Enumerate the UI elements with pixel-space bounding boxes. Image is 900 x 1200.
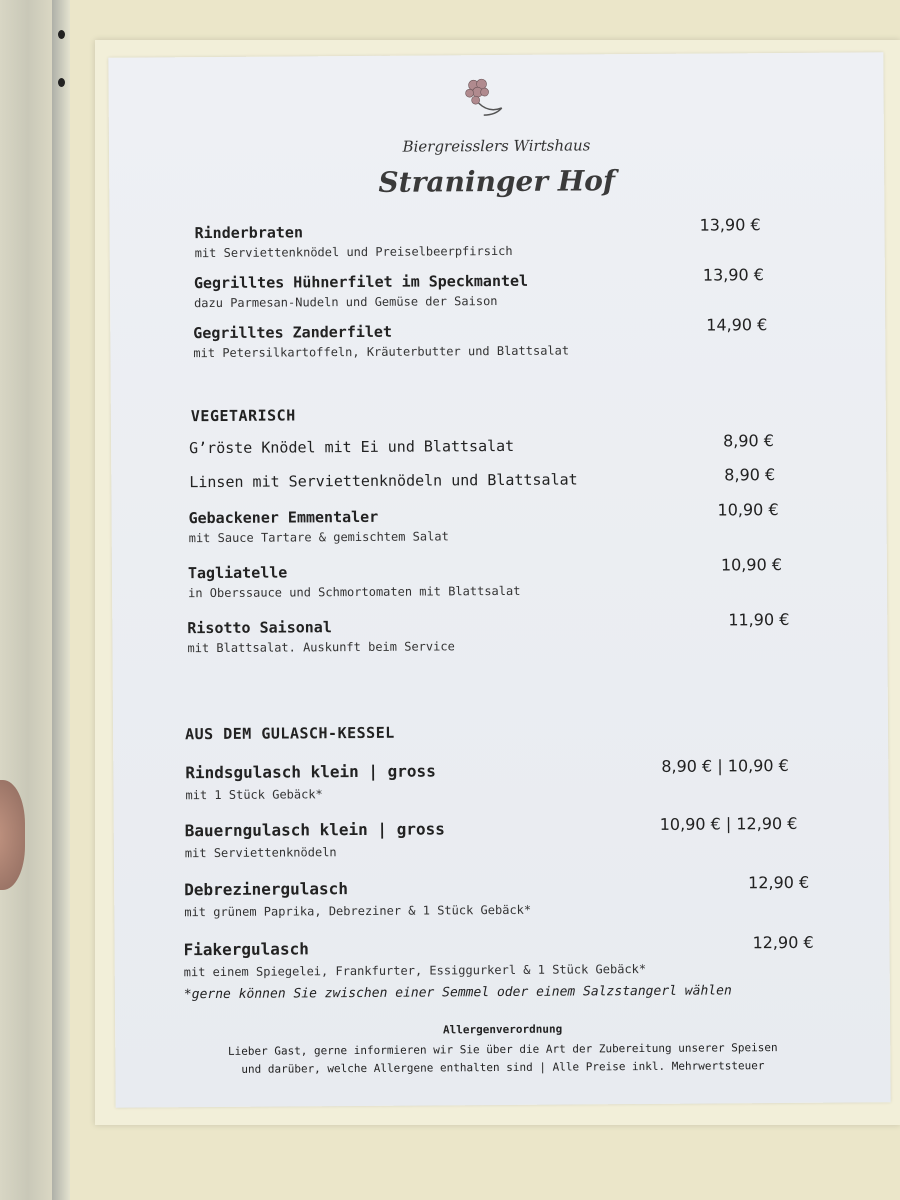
allergen-line-2: und darüber, welche Allergene enthalten sind | Alle Preise inkl. Mehrwertsteuer: [241, 1059, 765, 1076]
menu-item-desc: dazu Parmesan-Nudeln und Gemüse der Saison: [194, 294, 498, 311]
menu-item-name: G’röste Knödel mit Ei und Blattsalat: [189, 436, 515, 458]
binder-hole: [58, 78, 65, 87]
menu-item-desc: mit Serviettenknödel und Preiselbeerpfirsich: [194, 243, 513, 261]
menu-item-price: 10,90 € | 12,90 €: [659, 813, 798, 834]
grapes-logo-icon: [453, 75, 508, 120]
menu-item-price: 10,90 €: [717, 500, 779, 520]
menu-item-name: Risotto Saisonal: [187, 618, 332, 638]
menu-item-desc: in Oberssauce und Schmortomaten mit Blattsalat: [188, 583, 521, 601]
menu-item-price: 8,90 €: [722, 431, 774, 451]
menu-card: [108, 52, 890, 1107]
menu-item-price: 11,90 €: [728, 609, 790, 630]
menu-item-name: Debrezinergulasch: [184, 879, 348, 900]
menu-item-name: Bauerngulasch klein | gross: [184, 819, 445, 841]
binder-hole: [58, 30, 65, 39]
menu-item-desc: mit Sauce Tartare & gemischtem Salat: [188, 529, 449, 546]
menu-item-name: Gebackener Emmentaler: [188, 507, 379, 528]
menu-item-desc: mit 1 Stück Gebäck*: [185, 787, 323, 803]
menu-item-price: 13,90 €: [702, 265, 765, 285]
menu-item-name: Gegrilltes Hühnerfilet im Speckmantel: [193, 271, 529, 293]
menu-item-price: 13,90 €: [699, 215, 761, 235]
menu-item-price: 8,90 €: [724, 465, 776, 485]
menu-item-desc: mit einem Spiegelei, Frankfurter, Essiggurkerl & 1 Stück Gebäck*: [183, 961, 647, 980]
menu-item-name: Tagliatelle: [187, 563, 288, 583]
menu-item-price: 10,90 €: [720, 555, 783, 575]
menu-item-price: 12,90 €: [748, 872, 810, 893]
menu-item-name: Gegrilltes Zanderfilet: [193, 322, 393, 343]
section-title-gulasch: AUS DEM GULASCH-KESSEL: [185, 723, 395, 744]
menu-item-desc: mit Petersilkartoffeln, Kräuterbutter und Blattsalat: [193, 343, 570, 361]
bread-note: *gerne können Sie zwischen einer Semmel oder einem Salzstangerl wählen: [183, 983, 732, 1003]
menu-item-price: 8,90 € | 10,90 €: [661, 755, 789, 776]
menu-item-price: 14,90 €: [706, 315, 768, 335]
menu-item-name: Rindsgulasch klein | gross: [185, 761, 436, 783]
binder-spine: [52, 0, 70, 1200]
menu-item-price: 12,90 €: [752, 932, 814, 953]
menu-item-name: Linsen mit Serviettenknödeln und Blattsalat: [189, 470, 578, 492]
brand-small: Biergreisslers Wirtshaus: [402, 136, 591, 156]
menu-item-desc: mit Serviettenknödeln: [184, 845, 337, 861]
menu-item-desc: mit grünem Paprika, Debreziner & 1 Stück Gebäck*: [184, 902, 532, 920]
menu-item-name: Fiakergulasch: [183, 939, 309, 960]
allergen-title: Allergenverordnung: [442, 1022, 563, 1037]
allergen-line-1: Lieber Gast, gerne informieren wir Sie über die Art der Zubereitung unserer Speisen: [227, 1041, 778, 1058]
restaurant-title: Straninger Hof: [378, 164, 616, 199]
menu-item-name: Rinderbraten: [194, 223, 304, 243]
menu-item-desc: mit Blattsalat. Auskunft beim Service: [187, 639, 455, 656]
section-title-vegetarisch: VEGETARISCH: [190, 406, 296, 426]
